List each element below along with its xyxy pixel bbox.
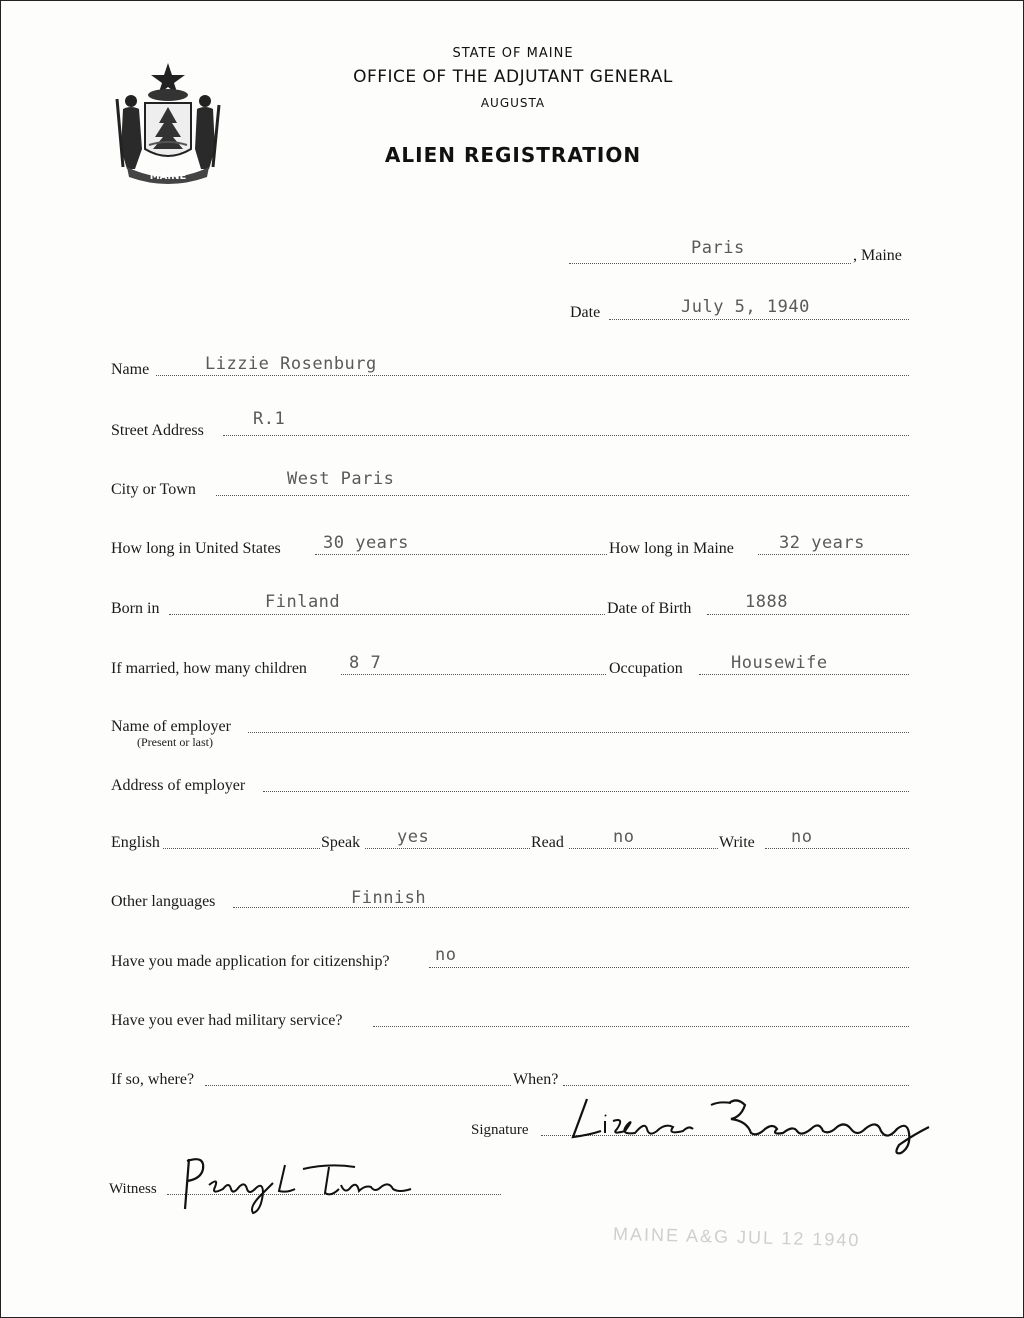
state-heading: STATE OF MAINE: [452, 46, 574, 61]
other-languages-line: [233, 907, 909, 908]
maine-time-label: How long in Maine: [609, 540, 734, 557]
maine-time-value[interactable]: 32 years: [779, 533, 865, 553]
seal-banner-text: MAINE: [149, 171, 187, 182]
dob-line: [707, 614, 909, 615]
employer-name-sublabel: (Present or last): [137, 735, 213, 749]
received-stamp: MAINE A&G JUL 12 1940: [612, 1223, 861, 1251]
read-label: Read: [531, 834, 564, 851]
citizenship-label: Have you made application for citizenship?: [111, 953, 390, 970]
where-label: If so, where?: [111, 1071, 195, 1088]
name-line: [156, 375, 909, 376]
born-in-value[interactable]: Finland: [265, 592, 341, 612]
write-value[interactable]: no: [791, 827, 813, 847]
speak-line: [365, 848, 530, 849]
date-label: Date: [570, 304, 601, 321]
witness-handwriting[interactable]: [179, 1151, 419, 1215]
other-languages-label: Other languages: [111, 893, 216, 910]
other-languages-value[interactable]: Finnish: [351, 888, 427, 908]
military-line[interactable]: [373, 1026, 909, 1027]
speak-label: Speak: [321, 834, 361, 851]
speak-value[interactable]: yes: [397, 827, 430, 847]
children-line: [341, 674, 606, 675]
us-time-label: How long in United States: [111, 540, 281, 557]
occupation-line: [699, 674, 909, 675]
city-heading: AUGUSTA: [480, 96, 546, 110]
location-value[interactable]: Paris: [691, 238, 745, 258]
dob-value[interactable]: 1888: [745, 592, 788, 612]
write-line: [765, 848, 909, 849]
witness-label: Witness: [109, 1181, 157, 1197]
location-line: [569, 263, 851, 264]
us-time-value[interactable]: 30 years: [323, 533, 409, 553]
city-line: [216, 495, 909, 496]
born-in-line: [169, 614, 605, 615]
name-label: Name: [111, 361, 150, 378]
where-line[interactable]: [205, 1085, 511, 1086]
street-value[interactable]: R.1: [253, 409, 286, 429]
children-label: If married, how many children: [111, 660, 307, 677]
signature-label: Signature: [471, 1122, 529, 1138]
citizenship-line: [429, 967, 909, 968]
city-label: City or Town: [111, 481, 196, 498]
name-value[interactable]: Lizzie Rosenburg: [205, 354, 377, 374]
military-label: Have you ever had military service?: [111, 1012, 343, 1029]
employer-address-label: Address of employer: [111, 777, 246, 794]
citizenship-value[interactable]: no: [435, 945, 457, 965]
employer-name-line[interactable]: [248, 732, 909, 733]
maine-time-line: [758, 554, 909, 555]
city-value[interactable]: West Paris: [287, 469, 395, 489]
born-in-label: Born in: [111, 600, 160, 617]
when-line[interactable]: [563, 1085, 909, 1086]
office-heading: OFFICE OF THE ADJUTANT GENERAL: [353, 67, 673, 87]
read-line: [569, 848, 718, 849]
occupation-label: Occupation: [609, 660, 683, 677]
children-value[interactable]: 8 7: [349, 653, 382, 673]
english-label: English: [111, 834, 160, 851]
location-suffix: , Maine: [853, 247, 902, 264]
form-title: ALIEN REGISTRATION: [384, 143, 642, 167]
date-value[interactable]: July 5, 1940: [681, 297, 810, 317]
read-value[interactable]: no: [613, 827, 635, 847]
employer-address-line[interactable]: [263, 791, 909, 792]
when-label: When?: [513, 1071, 559, 1088]
english-line: [163, 848, 320, 849]
signature-handwriting[interactable]: [561, 1091, 951, 1157]
write-label: Write: [719, 834, 755, 851]
occupation-value[interactable]: Housewife: [731, 653, 828, 673]
dob-label: Date of Birth: [607, 600, 692, 617]
street-label: Street Address: [111, 422, 204, 439]
date-line: [609, 319, 909, 320]
street-line: [223, 435, 909, 436]
employer-name-label: Name of employer: [111, 718, 231, 735]
us-time-line: [315, 554, 607, 555]
